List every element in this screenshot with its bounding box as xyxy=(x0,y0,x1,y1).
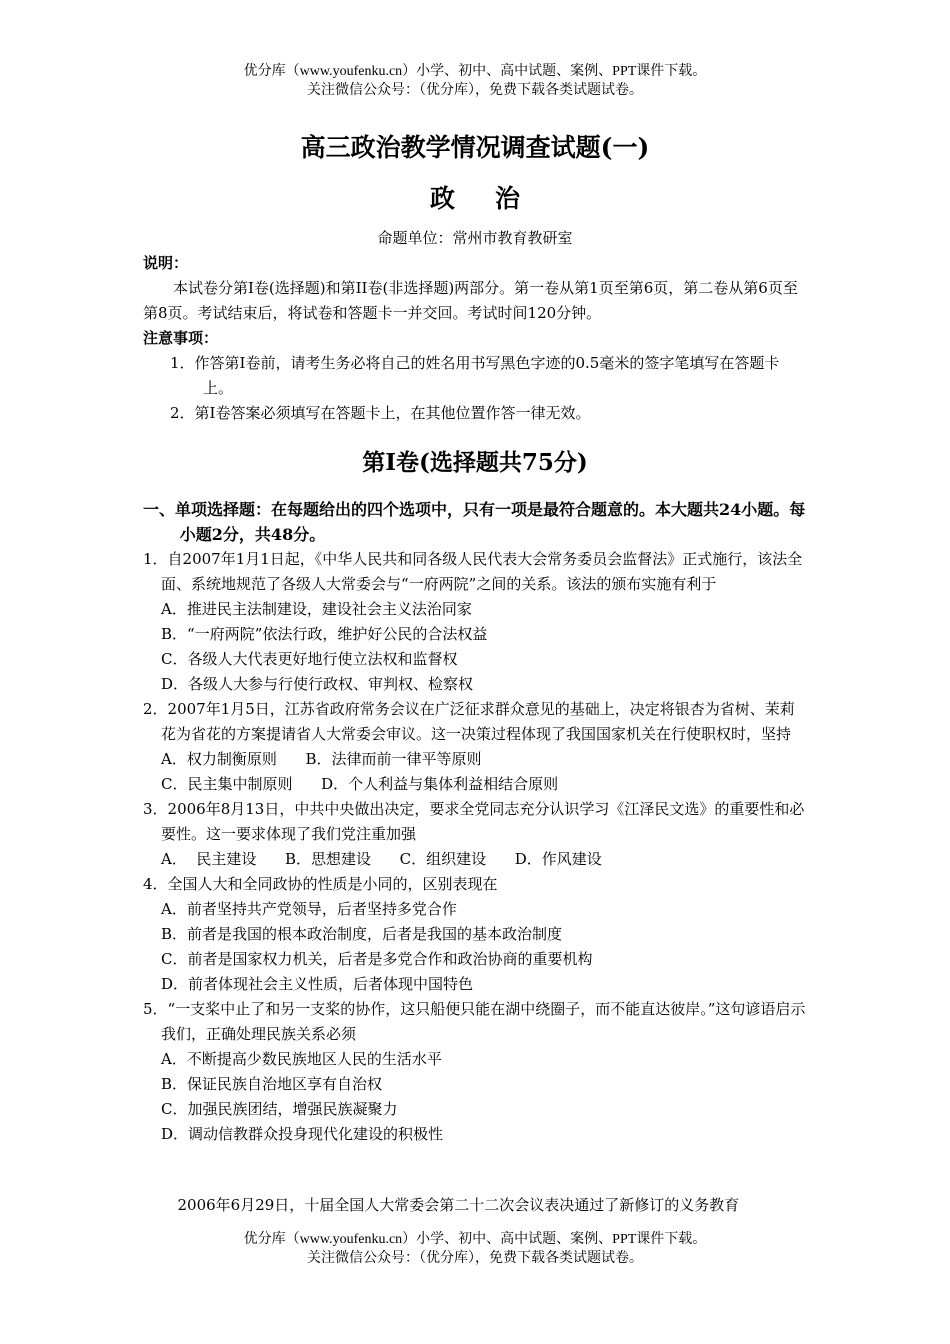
exam-subject: 政治 xyxy=(429,184,560,213)
option-a: A．不断提高少数民族地区人民的生活水平 xyxy=(161,1050,442,1068)
section-heading: 一、单项选择题：在每题给出的四个选项中，只有一项是最符合题意的。本大题共24小题。每小题2分，共48分。 xyxy=(143,500,806,544)
explanation-text: 本试卷分第Ⅰ卷(选择题)和第II卷(非选择题)两部分。第一卷从第1页至第6页，第二卷从第6页至第8页。考试结束后，将试卷和答题卡一并交回。考试时间120分钟。 xyxy=(143,279,798,322)
option-b: B．前者是我国的根本政治制度，后者是我国的基本政治制度 xyxy=(161,925,563,943)
question-2 xyxy=(143,697,808,797)
option-c: C．加强民族团结，增强民族凝聚力 xyxy=(161,1100,398,1118)
option-row: A． 民主建设 B．思想建设 C．组织建设 D．作风建设 xyxy=(161,850,602,868)
option-c: C．各级人大代表更好地行使立法权和监督权 xyxy=(161,650,458,668)
note-item: 1．作答第Ⅰ卷前，请考生务必将自己的姓名用书写黑色字迹的0.5毫米的签字笔填写在答题卡上。 xyxy=(170,354,780,397)
page-header xyxy=(0,62,950,100)
question-1 xyxy=(143,547,808,697)
question-stem: 3．2006年8月13日，中共中央做出决定，要求全党同志充分认识学习《江泽民文选》的重要性和必要性。这一要求体现了我们党注重加强 xyxy=(143,800,805,843)
footer-line-1: 优分库（www.youfenku.cn）小学、初中、高中试题、案例、PPT课件下载。 xyxy=(243,1232,707,1247)
continued-text: 2006年6月29日，十届全国人大常委会第二十二次会议表决通过了新修订的义务教育 xyxy=(177,1196,740,1214)
notes-label: 注意事项： xyxy=(143,329,219,347)
question-stem: 1．自2007年1月1日起，《中华人民共和同各级人民代表大会常务委员会监督法》正式施行，该法全面、系统地规范了各级人大常委会与“一府两院”之间的关系。该法的颁布实施有利于 xyxy=(143,550,803,593)
explanation-label: 说明： xyxy=(143,254,189,272)
option-a: A．前者坚持共产党领导，后者坚持多党合作 xyxy=(161,900,457,918)
question-stem: 4．全国人大和全同政协的性质是小同的，区别表现在 xyxy=(143,875,498,893)
question-stem: 5．“一支桨中止了和另一支桨的协作，这只船便只能在湖中绕圈子，而不能直达彼岸。”这句谚语启示我们，正确处理民族关系必须 xyxy=(143,1000,806,1043)
question-stem: 2．2007年1月5日，江苏省政府常务会议在广泛征求群众意见的基础上，决定将银杏为省树、茉莉花为省花的方案提请省人大常委会审议。这一决策过程体现了我国国家机关在行使职权时，坚持 xyxy=(143,700,795,743)
exam-unit: 命题单位：常州市教育教研室 xyxy=(377,229,573,247)
instructions-block xyxy=(143,251,808,426)
option-d: D．调动信教群众投身现代化建设的积极性 xyxy=(161,1125,444,1143)
question-3 xyxy=(143,797,808,872)
header-line-2: 关注微信公众号：（优分库），免费下载各类试题试卷。 xyxy=(307,83,643,98)
option-b: B．保证民族自治地区享有自治权 xyxy=(161,1075,383,1093)
question-4 xyxy=(143,872,808,997)
question-list xyxy=(143,547,808,1147)
option-row: C．民主集中制原则 D．个人利益与集体利益相结合原则 xyxy=(161,775,559,793)
exam-title: 高三政治教学情况调查试题(一) xyxy=(300,133,650,162)
option-b: B．“一府两院”依法行政，维护好公民的合法权益 xyxy=(161,625,488,643)
page-footer xyxy=(0,1230,950,1268)
question-5 xyxy=(143,997,808,1147)
option-a: A．推进民主法制建设，建设社会主义法治同家 xyxy=(161,600,472,618)
option-c: C．前者是国家权力机关，后者是多党合作和政治协商的重要机构 xyxy=(161,950,593,968)
footer-line-2: 关注微信公众号：（优分库），免费下载各类试题试卷。 xyxy=(307,1251,643,1266)
option-d: D．各级人大参与行使行政权、审判权、检察权 xyxy=(161,675,474,693)
note-item: 2．第Ⅰ卷答案必须填写在答题卡上，在其他位置作答一律无效。 xyxy=(170,404,591,422)
option-d: D．前者体现社会主义性质，后者体现中国特色 xyxy=(161,975,474,993)
option-row: A．权力制衡原则 B．法律而前一律平等原则 xyxy=(161,750,482,768)
part1-title: 第Ⅰ卷(选择题共75分) xyxy=(362,449,588,476)
header-line-1: 优分库（www.youfenku.cn）小学、初中、高中试题、案例、PPT课件下载。 xyxy=(243,64,707,79)
